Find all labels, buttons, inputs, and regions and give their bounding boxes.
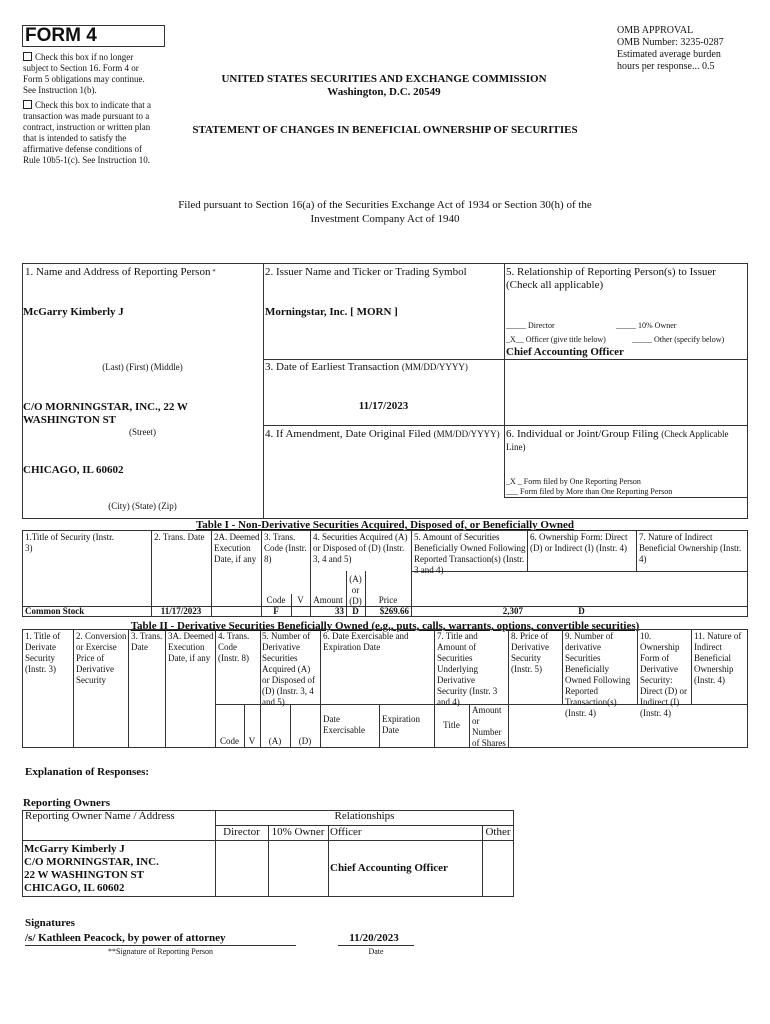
box2-label: 2. Issuer Name and Ticker or Trading Symbol [265, 266, 467, 278]
box6-label: 6. Individual or Joint/Group Filing (Check Applicable Line) [506, 428, 729, 452]
t1-row-amount: 33 [335, 606, 344, 616]
owner-officer-title: Chief Accounting Officer [330, 862, 448, 874]
owners-col-name: Reporting Owner Name / Address [25, 810, 175, 822]
reporting-owners-heading: Reporting Owners [23, 797, 111, 809]
reporting-person-city: CHICAGO, IL 60602 [23, 464, 124, 476]
signature-hint: **Signature of Reporting Person [107, 947, 214, 956]
t2-col-number: 5. Number of Derivative Securities Acquired (A) or Disposed of (D) (Instr. 3, 4 and 5) [262, 631, 315, 707]
table2-title: Table II - Derivative Securities Beneficially Owned (e.g., puts, calls, warrants, options, convertible securities) [130, 620, 640, 632]
checkbox-icon[interactable] [23, 52, 32, 61]
name-hint: (Last) (First) (Middle) [102, 362, 183, 372]
reporting-person-name: McGarry Kimberly J [23, 306, 124, 318]
owners-col-other: Other [485, 826, 511, 838]
signature-date-hint: Date [368, 947, 384, 956]
t1-col-title: 1.Title of Security (Instr. 3) [25, 532, 114, 553]
officer-option: _X__ Officer (give title below) [506, 335, 606, 344]
checkbox-icon[interactable] [23, 100, 32, 109]
filed-pursuant: Filed pursuant to Section 16(a) of the Securities Exchange Act of 1934 or Section 30(h) of the [178, 199, 592, 211]
t2-col-title: 1. Title of Derivate Security (Instr. 3) [25, 631, 61, 674]
explanation-heading: Explanation of Responses: [25, 766, 150, 778]
t2-sub-d: (D) [298, 736, 312, 746]
checkbox-10b5-1[interactable]: Check this box to indicate that a transaction was made pursuant to a contract, instruction or written plan that is intended to satisfy the affirmative defense conditions of Rule 10b5-1(c). See Instruction 10. [23, 100, 151, 165]
t2-col-price: 8. Price of Derivative Security (Instr. 5) [511, 631, 549, 674]
box1-label: 1. Name and Address of Reporting Person * [25, 266, 216, 278]
t1-col-ownership-form: 6. Ownership Form: Direct (D) or Indirect (I) (Instr. 4) [530, 532, 628, 553]
t2-col-deemed: 3A. Deemed Execution Date, if any [168, 631, 214, 663]
signature-date: 11/20/2023 [349, 932, 399, 944]
omb-approval: OMB APPROVAL OMB Number: 3235-0287 Estimated average burden hours per response... 0.5 [617, 25, 724, 72]
t2-sub-v: V [248, 736, 256, 746]
t2-col-conversion: 2. Conversion or Exercise Price of Derivative Security [76, 631, 127, 685]
agency-name: UNITED STATES SECURITIES AND EXCHANGE COMMISSION [221, 73, 547, 85]
t2-col-underlying: 7. Title and Amount of Securities Underlying Derivative Security (Instr. 3 and 4) [437, 631, 498, 707]
owners-col-10pct: 10% Owner [271, 826, 325, 838]
t2-col-owned: 9. Number of derivative Securities Beneficially Owned Following Reported Transaction(s) (Instr. 4) [565, 631, 631, 718]
owners-col-director: Director [223, 826, 260, 838]
t1-sub-amount: Amount [313, 595, 343, 605]
issuer-name: Morningstar, Inc. [ MORN ] [265, 306, 398, 318]
checkbox-no-longer-subject[interactable]: Check this box if no longer subject to Section 16. Form 4 or Form 5 obligations may continue. See Instruction 1(b). [23, 52, 145, 95]
ten-pct-option: _____ 10% Owner [616, 321, 677, 330]
box4-label: 4. If Amendment, Date Original Filed (MM/DD/YYYY) [265, 428, 500, 440]
t1-row-form: D [578, 606, 585, 616]
t1-col-securities: 4. Securities Acquired (A) or Disposed of (D) (Instr. 3, 4 and 5) [313, 532, 408, 564]
signatures-heading: Signatures [25, 917, 75, 929]
t2-sub-title: Title [443, 720, 460, 730]
table1-title: Table I - Non-Derivative Securities Acquired, Disposed of, or Beneficially Owned [195, 519, 575, 531]
t2-sub-exercisable: Date Exercisable [323, 714, 365, 735]
t1-row-date: 11/17/2023 [160, 606, 202, 616]
t1-row-owned: 2,307 [502, 606, 523, 616]
city-hint: (City) (State) (Zip) [108, 501, 177, 511]
director-option: _____ Director [506, 321, 555, 330]
t1-col-deemed: 2A. Deemed Execution Date, if any [214, 532, 260, 564]
filed-pursuant-2: Investment Company Act of 1940 [310, 213, 460, 225]
t2-col-exercisable: 6. Date Exercisable and Expiration Date [323, 631, 409, 652]
other-option: _____ Other (specify below) [632, 335, 725, 344]
t2-sub-expiration: Expiration Date [382, 714, 420, 735]
t2-sub-amount: Amount or Number of Shares [472, 705, 506, 748]
box3-label: 3. Date of Earliest Transaction (MM/DD/YYYY) [265, 361, 468, 373]
t1-sub-code: Code [266, 595, 286, 605]
t1-sub-v: V [297, 595, 304, 605]
t1-col-amount-owned: 5. Amount of Securities Beneficially Owned Following Reported Transaction(s) (Instr. 3 and 4) [414, 532, 526, 575]
t1-col-code: 3. Trans. Code (Instr. 8) [264, 532, 307, 564]
t1-row-ad: D [352, 606, 359, 616]
t1-row-code: F [273, 606, 279, 616]
statement-title: STATEMENT OF CHANGES IN BENEFICIAL OWNERSHIP OF SECURITIES [192, 124, 578, 136]
t2-col-code: 4. Trans. Code (Instr. 8) [218, 631, 250, 663]
signature: /s/ Kathleen Peacock, by power of attorney [25, 932, 226, 944]
t1-row-title: Common Stock [25, 606, 85, 616]
t1-sub-ad: (A) or (D) [349, 574, 362, 606]
street-hint: (Street) [129, 427, 156, 437]
t1-sub-price: Price [378, 595, 398, 605]
owner-address: McGarry Kimberly J C/O MORNINGSTAR, INC. 22 W WASHINGTON ST CHICAGO, IL 60602 [24, 843, 159, 894]
t2-sub-a: (A) [268, 736, 282, 746]
officer-title: Chief Accounting Officer [506, 346, 624, 358]
owners-col-officer: Officer [330, 826, 362, 838]
t2-col-nature: 11. Nature of Indirect Beneficial Ownership (Instr. 4) [694, 631, 742, 685]
t1-col-date: 2. Trans. Date [154, 532, 205, 542]
t2-col-ownership-form: 10. Ownership Form of Derivative Security: Direct (D) or Indirect (I) (Instr. 4) [640, 631, 687, 718]
owners-col-relationships: Relationships [334, 810, 395, 822]
t1-row-price: $269.66 [379, 606, 409, 616]
t1-col-nature: 7. Nature of Indirect Beneficial Ownership (Instr. 4) [639, 532, 742, 564]
box5-label: 5. Relationship of Reporting Person(s) to Issuer (Check all applicable) [506, 266, 716, 291]
reporting-person-street: C/O MORNINGSTAR, INC., 22 W WASHINGTON ST [23, 401, 188, 426]
filing-option-one: _X _ Form filed by One Reporting Person [506, 477, 641, 486]
t2-col-date: 3. Trans. Date [131, 631, 163, 652]
agency-city: Washington, D.C. 20549 [327, 86, 441, 98]
form-title: FORM 4 [25, 25, 97, 46]
earliest-transaction-date: 11/17/2023 [358, 400, 409, 412]
t2-sub-code: Code [220, 736, 239, 746]
filing-option-more: ___ Form filed by More than One Reporting Person [506, 487, 673, 496]
